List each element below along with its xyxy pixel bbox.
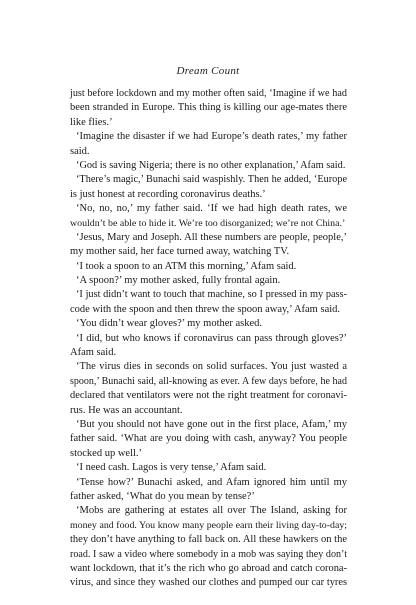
text-line: code with the spoon and then threw the spoon away,’ Afam said. — [70, 303, 341, 315]
text-line: wouldn’t be able to hide it. We’re too disorganized; we’re not China.’ — [70, 217, 346, 229]
text-line: money and food. You know many people earn their living day-to-day; — [70, 519, 347, 531]
text-line: stocked up well.’ — [70, 447, 143, 459]
text-line: want lockdown, that it’s the rich who go abroad and catch corona- — [70, 562, 347, 574]
text-line: they don’t have anything to fall back on. All these hawkers on the — [70, 534, 347, 546]
text-line: ‘God is saving Nigeria; there is no other explanation,’ Afam said. — [76, 159, 346, 171]
text-line: ‘Mobs are gathering at estates all over The Island, asking for — [76, 505, 347, 517]
text-line: said. — [70, 145, 90, 157]
text-line: ‘I just didn’t want to touch that machine, so I pressed in my pass- — [76, 289, 347, 301]
running-head: Dream Count — [176, 65, 240, 77]
text-line: declared that ventilators were not the right treatment for coronavi- — [70, 390, 347, 402]
text-line: ‘You didn’t wear gloves?’ my mother asked. — [76, 318, 263, 330]
text-line: ‘There’s magic,’ Bunachi said waspishly. Then he added, ‘Europe — [76, 174, 347, 186]
text-line: Afam said. — [70, 347, 117, 359]
text-line: is just honest at recording coronavirus deaths.’ — [70, 188, 266, 200]
text-line: ‘The virus dies in seconds on solid surfaces. You just wasted a — [76, 361, 347, 373]
text-line: ‘Jesus, Mary and Joseph. All these numbers are people, people,’ — [76, 231, 347, 243]
text-line: been stranded in Europe. This thing is killing our age-mates there — [70, 102, 347, 114]
text-line: spoon,’ Bunachi said, all-knowing as ever. A few days before, he had — [70, 375, 347, 387]
text-line: ‘A spoon?’ my mother asked, fully frontal again. — [76, 275, 281, 287]
text-line: like flies.’ — [70, 116, 113, 128]
text-line: ‘But you should not have gone out in the first place, Afam,’ my — [76, 418, 347, 430]
text-line: rus. He was an accountant. — [70, 404, 183, 416]
text-line: father said. ‘What are you doing with cash, anyway? You people — [70, 433, 347, 445]
text-line: ‘I need cash. Lagos is very tense,’ Afam said. — [76, 462, 267, 474]
text-line: ‘Tense how?’ Bunachi asked, and Afam ignored him until my — [76, 476, 347, 488]
text-line: ‘I did, but who knows if coronavirus can pass through gloves?’ — [76, 332, 347, 344]
text-line: just before lockdown and my mother often said, ‘Imagine if we had — [70, 88, 347, 99]
text-line: father asked, ‘What do you mean by tense?’ — [70, 490, 255, 502]
body-text — [70, 87, 347, 591]
text-line: ‘I took a spoon to an ATM this morning,’ Afam said. — [76, 260, 297, 272]
text-line: ‘Imagine the disaster if we had Europe’s death rates,’ my father — [76, 131, 347, 143]
text-line: virus, and since they washed our clothes and pumped our car tyres — [70, 577, 347, 589]
text-line: road. I saw a video where somebody in a mob was saying they don’t — [70, 548, 347, 560]
text-line: ‘No, no, no,’ my father said. ‘If we had high death rates, we — [76, 203, 347, 215]
text-line: my mother said, her face turned away, watching TV. — [70, 246, 290, 258]
